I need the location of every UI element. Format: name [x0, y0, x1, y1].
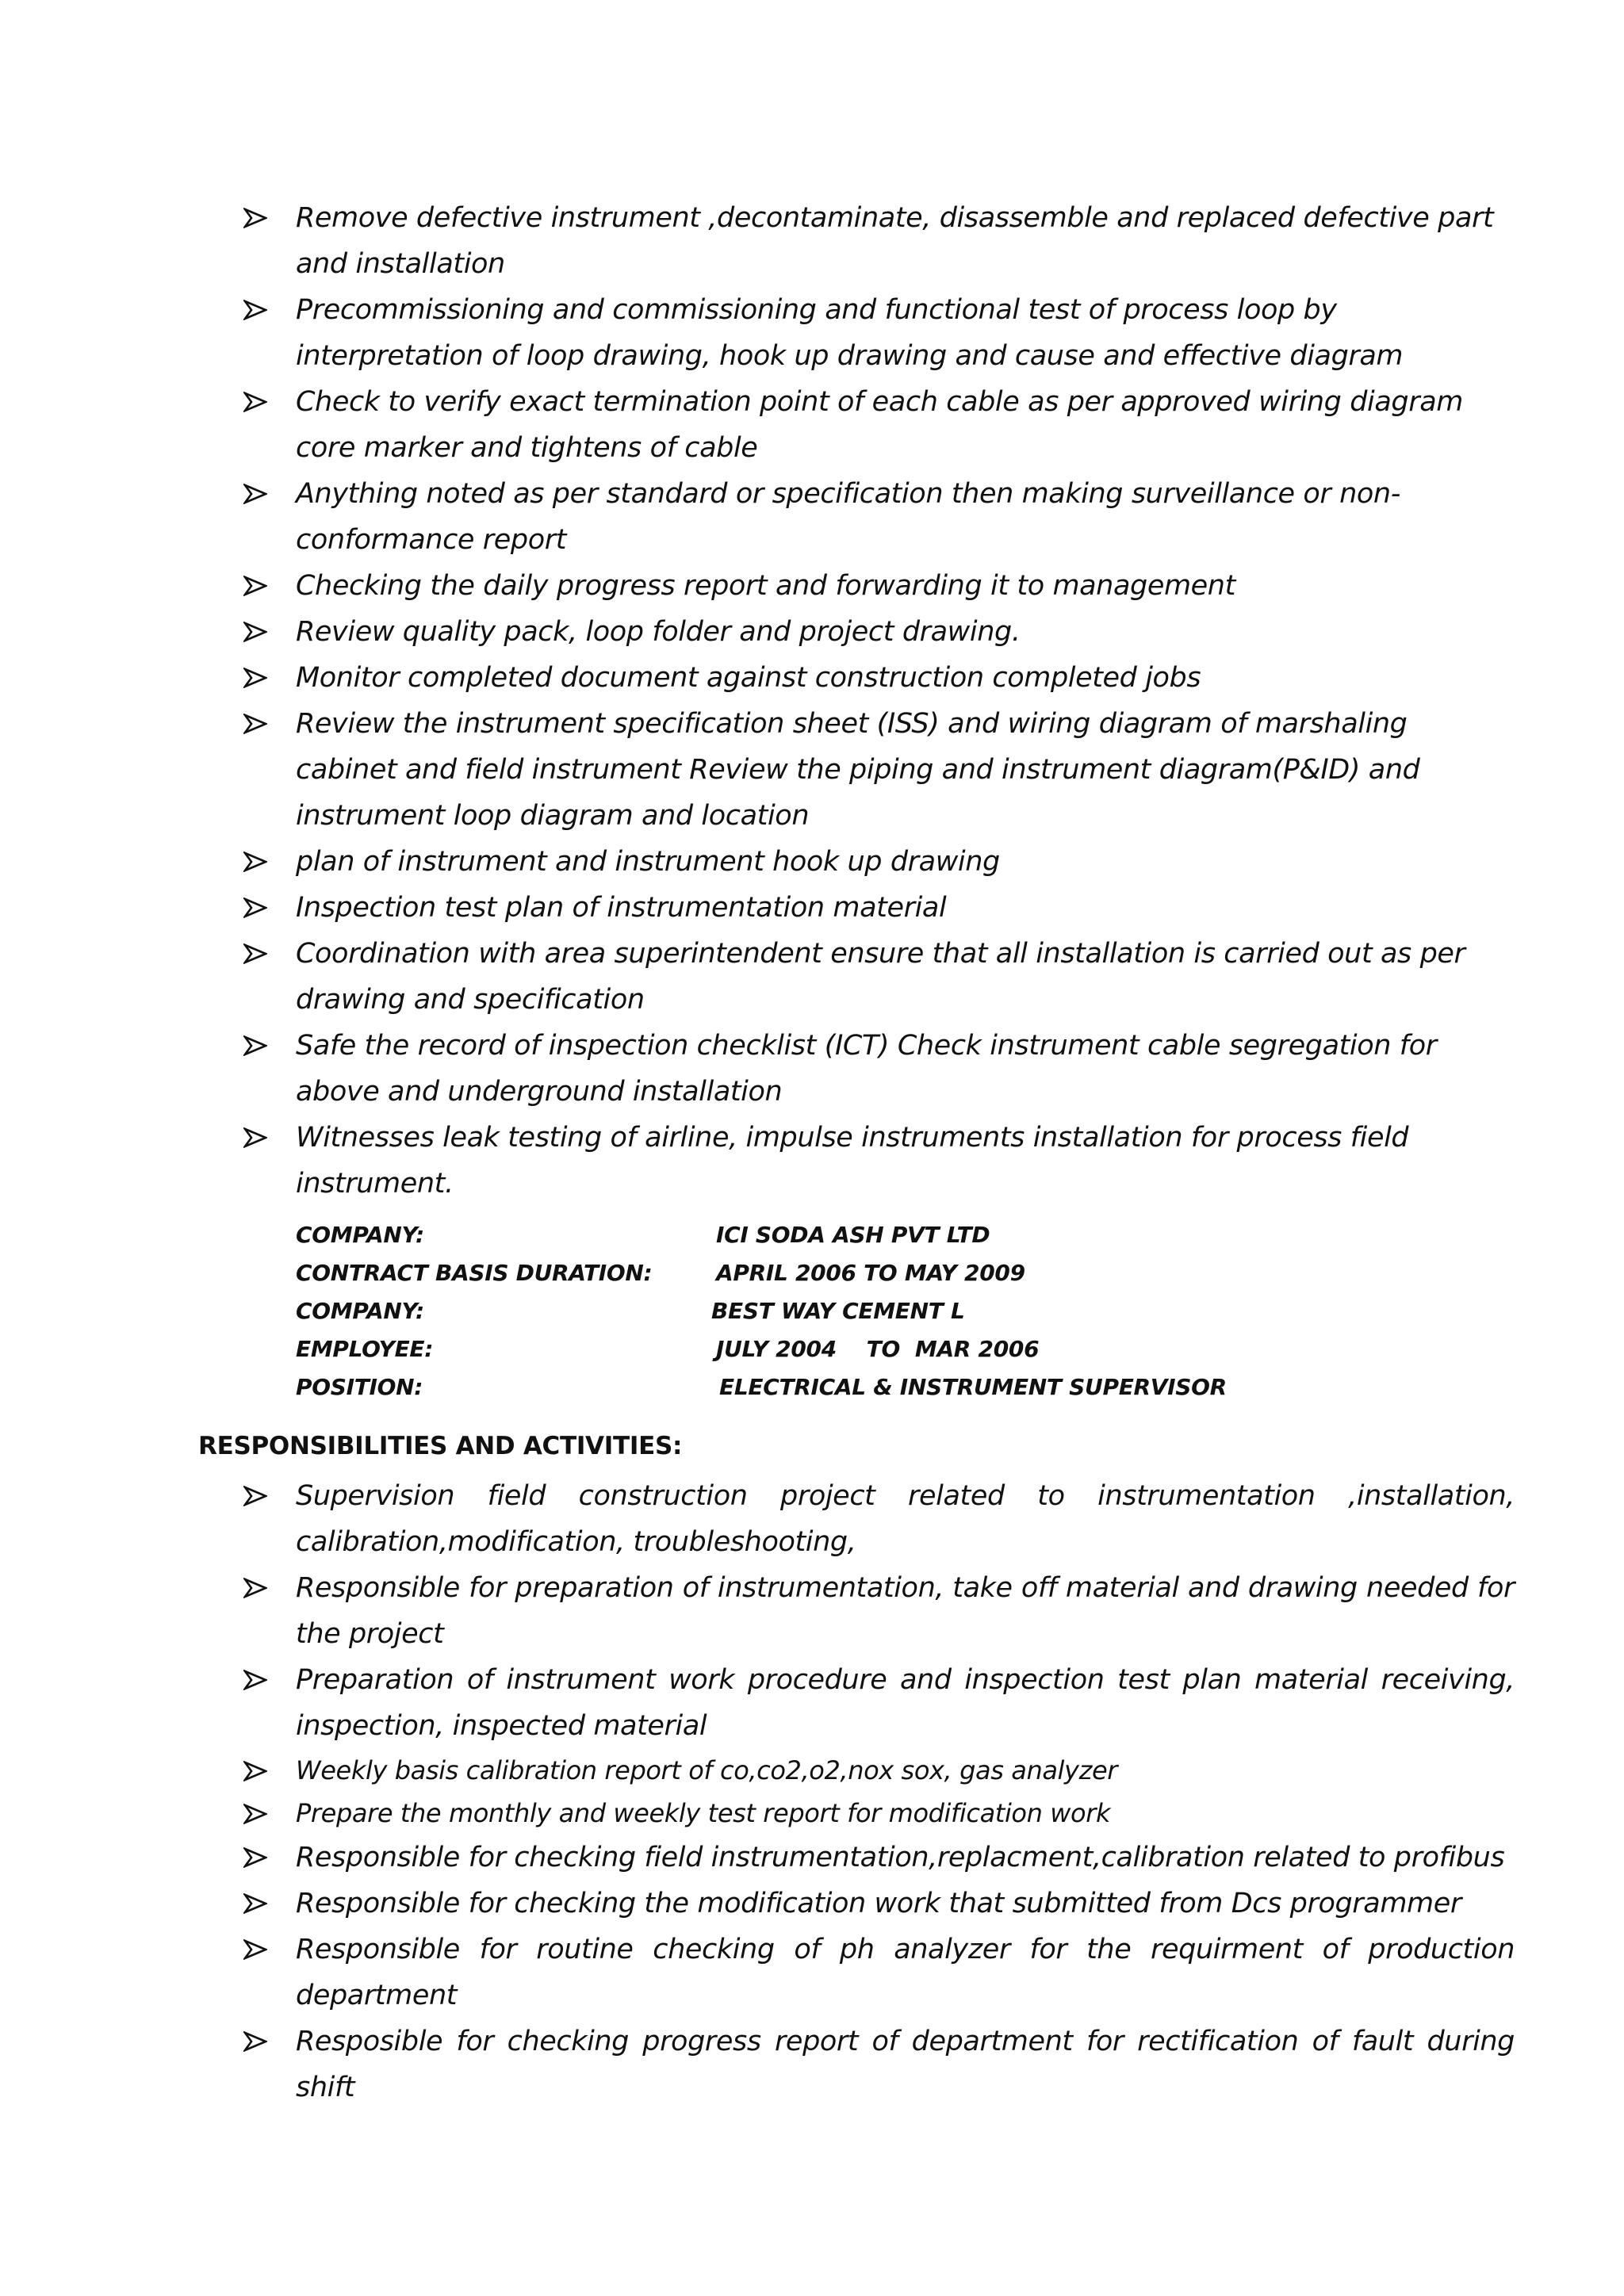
duties-list: [242, 195, 1515, 1207]
detail-row-company: [296, 1216, 1327, 1254]
arrow-bullet-icon: [243, 1657, 272, 1703]
list-item: [242, 839, 1515, 885]
list-item-text: Responsible for checking the modification work that submitted from Dcs programmer: [296, 1888, 1461, 1919]
list-item-text: Preparation of instrument work procedure and inspection test plan material receiving, inspection, inspected material: [296, 1664, 1515, 1742]
list-item-text: Anything noted as per standard or specification then making surveillance or non-conformance report: [296, 478, 1400, 556]
list-item: [242, 1749, 1515, 1792]
arrow-bullet-icon: [243, 1473, 272, 1519]
arrow-bullet-icon: [243, 1792, 272, 1838]
list-item: [242, 1023, 1515, 1115]
list-item: [242, 1657, 1515, 1749]
list-item: [242, 563, 1515, 609]
list-item: [242, 885, 1515, 931]
list-item: [242, 287, 1515, 379]
arrow-bullet-icon: [243, 379, 272, 425]
list-item-text: Remove defective instrument ,decontaminate, disassemble and replaced defective part and installation: [296, 202, 1494, 280]
list-item-text: Responsible for checking field instrumentation,replacment,calibration related to profibus: [296, 1842, 1505, 1873]
list-item: [242, 1473, 1515, 1565]
detail-label: EMPLOYEE:: [296, 1336, 434, 1362]
detail-label: CONTRACT BASIS DURATION:: [296, 1260, 653, 1286]
employment-details: [296, 1216, 1327, 1406]
list-item-text: Responsible for preparation of instrumentation, take off material and drawing needed for the project: [296, 1572, 1515, 1650]
arrow-bullet-icon: [243, 701, 272, 747]
list-item: [242, 655, 1515, 701]
list-item-text: Precommissioning and commissioning and functional test of process loop by interpretation of loop drawing, hook up drawing and cause and effective diagram: [296, 294, 1404, 372]
list-item-text: Coordination with area superintendent ensure that all installation is carried out as per drawing and specification: [296, 938, 1465, 1016]
list-item-text: Review the instrument specification sheet (ISS) and wiring diagram of marshaling cabinet and field instrument Review the piping and instrument diagram(P&ID) and instrument loop diagram and location: [296, 708, 1420, 832]
list-item-text: Check to verify exact termination point of each cable as per approved wiring diagram core marker and tightens of cable: [296, 386, 1463, 464]
list-item-text: Responsible for routine checking of ph analyzer for the requirment of production department: [296, 1934, 1515, 2011]
list-item-text: Safe the record of inspection checklist (ICT) Check instrument cable segregation for above and underground installation: [296, 1030, 1437, 1108]
list-item: [242, 1881, 1515, 1927]
list-item: [242, 2019, 1515, 2110]
list-item: [242, 379, 1515, 471]
list-item: [242, 701, 1515, 839]
arrow-bullet-icon: [243, 1115, 272, 1161]
detail-row-employee: [296, 1330, 1327, 1368]
list-item: [242, 609, 1515, 655]
arrow-bullet-icon: [243, 1749, 272, 1795]
arrow-bullet-icon: [243, 195, 272, 241]
detail-row-company-2: [296, 1292, 1327, 1330]
detail-value: APRIL 2006 TO MAY 2009: [716, 1260, 1025, 1286]
arrow-bullet-icon: [243, 839, 272, 885]
detail-row-duration: [296, 1254, 1327, 1292]
arrow-bullet-icon: [243, 287, 272, 333]
list-item: [242, 931, 1515, 1023]
list-item-text: Witnesses leak testing of airline, impulse instruments installation for process field instrument.: [296, 1122, 1409, 1200]
list-item: [242, 1565, 1515, 1657]
list-item: [242, 1115, 1515, 1207]
list-item: [242, 471, 1515, 563]
arrow-bullet-icon: [243, 1835, 272, 1881]
detail-label: POSITION:: [296, 1374, 423, 1400]
detail-value: JULY 2004 TO MAR 2006: [716, 1336, 1040, 1362]
arrow-bullet-icon: [243, 471, 272, 517]
detail-value: ELECTRICAL & INSTRUMENT SUPERVISOR: [719, 1374, 1227, 1400]
arrow-bullet-icon: [243, 931, 272, 977]
list-item-text: Resposible for checking progress report of department for rectification of fault during shift: [296, 2026, 1515, 2103]
detail-value: ICI SODA ASH PVT LTD: [716, 1222, 990, 1248]
list-item-text: Inspection test plan of instrumentation material: [296, 892, 947, 924]
arrow-bullet-icon: [243, 1023, 272, 1069]
list-item-text: Weekly basis calibration report of co,co2,o2,nox sox, gas analyzer: [296, 1755, 1118, 1785]
detail-row-position: [296, 1368, 1327, 1406]
list-item-text: Monitor completed document against construction completed jobs: [296, 662, 1201, 694]
arrow-bullet-icon: [243, 563, 272, 609]
list-item-text: plan of instrument and instrument hook up drawing: [296, 846, 1000, 878]
detail-label: COMPANY:: [296, 1222, 424, 1248]
detail-label: COMPANY:: [296, 1298, 424, 1324]
list-item: [242, 1927, 1515, 2019]
arrow-bullet-icon: [243, 1565, 272, 1611]
responsibilities-list: [242, 1473, 1515, 2110]
list-item: [242, 1792, 1515, 1835]
arrow-bullet-icon: [243, 609, 272, 655]
arrow-bullet-icon: [243, 1927, 272, 1973]
detail-value: BEST WAY CEMENT L: [711, 1298, 965, 1324]
arrow-bullet-icon: [243, 655, 272, 701]
arrow-bullet-icon: [243, 2019, 272, 2064]
list-item: [242, 195, 1515, 287]
list-item: [242, 1835, 1515, 1881]
arrow-bullet-icon: [243, 885, 272, 931]
list-item-text: Prepare the monthly and weekly test report for modification work: [296, 1798, 1111, 1828]
list-item-text: Review quality pack, loop folder and project drawing.: [296, 616, 1021, 648]
responsibilities-heading: RESPONSIBILITIES AND ACTIVITIES:: [198, 1432, 683, 1460]
arrow-bullet-icon: [243, 1881, 272, 1927]
list-item-text: Supervision field construction project related to instrumentation ,installation, calibration,modification, troubleshooting,: [296, 1480, 1515, 1558]
list-item-text: Checking the daily progress report and forwarding it to management: [296, 570, 1235, 602]
